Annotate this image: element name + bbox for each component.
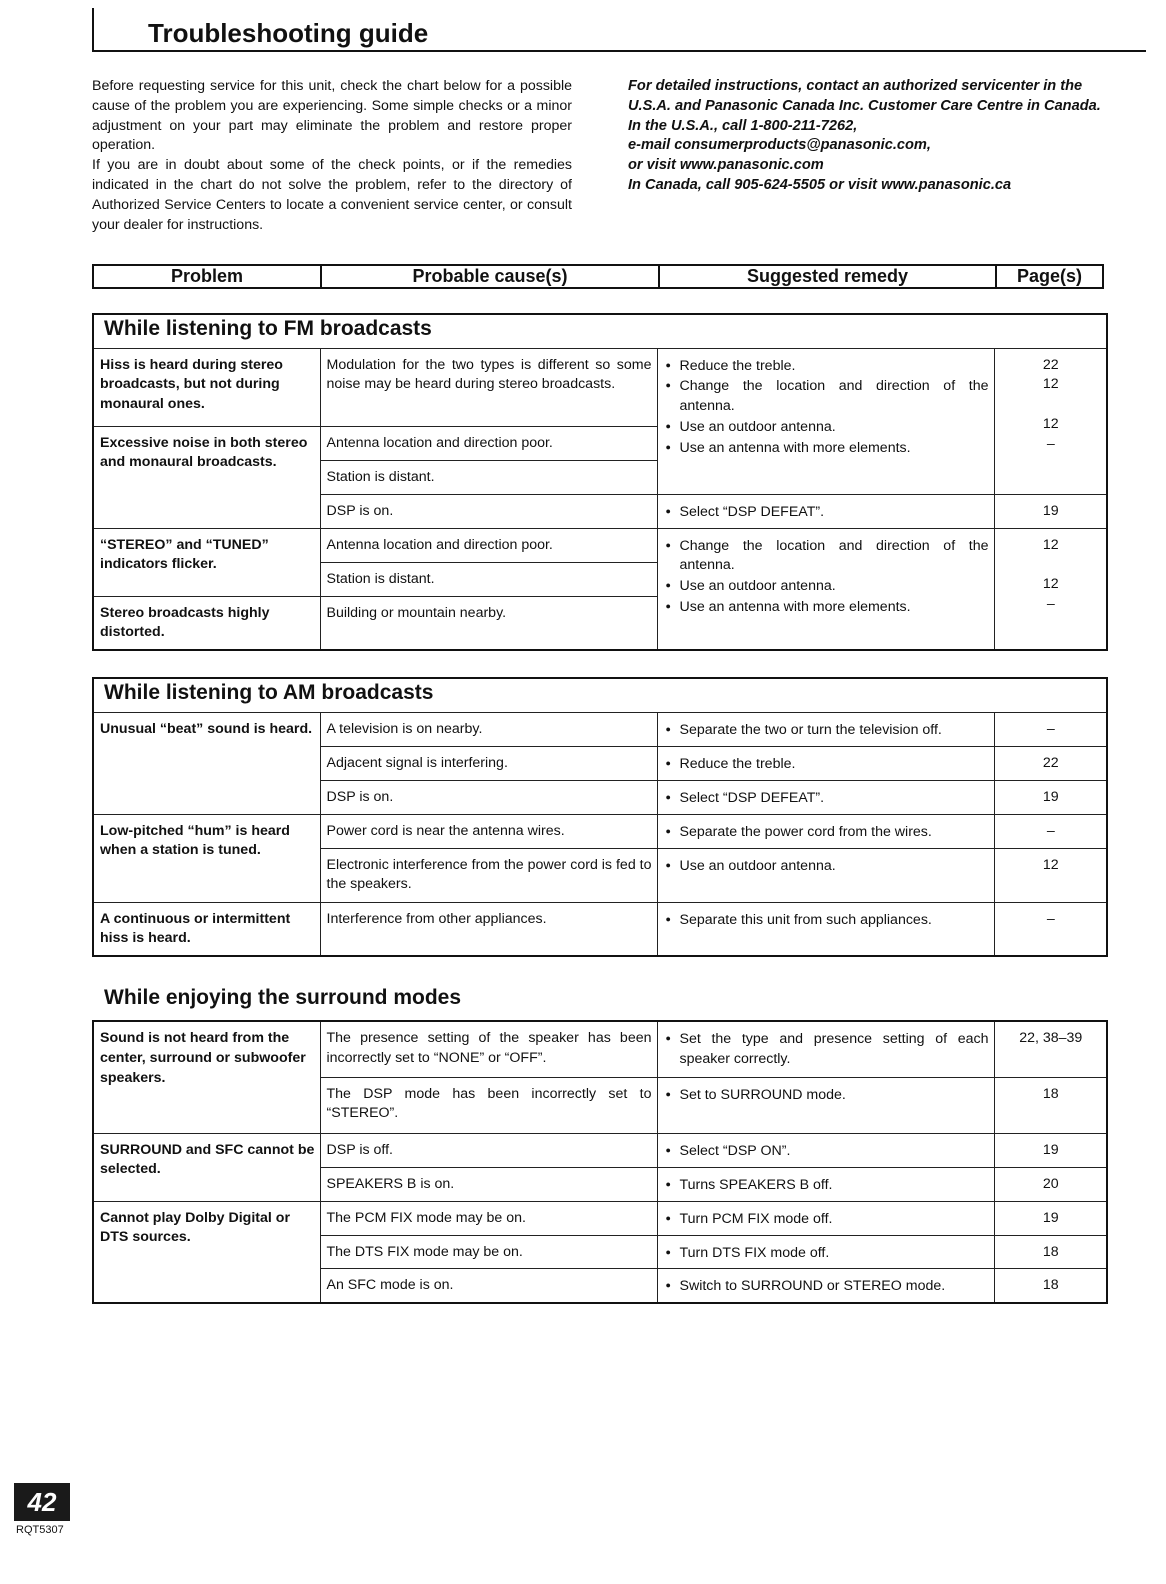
table-row	[93, 1133, 1107, 1167]
remedy-item: ● Use an outdoor antenna.	[666, 417, 989, 438]
problem-cell: “STEREO” and “TUNED” indicators flicker.	[93, 528, 320, 596]
fm-section-title: While listening to FM broadcasts	[93, 314, 1107, 348]
remedy-item: ● Select “DSP ON”.	[666, 1141, 989, 1162]
remedy-item: ● Turns SPEAKERS B off.	[666, 1175, 989, 1196]
cause-cell: An SFC mode is on.	[320, 1269, 657, 1303]
table-row	[93, 902, 1107, 956]
cause-cell: DSP is on.	[320, 494, 657, 528]
remedy-cell	[657, 746, 994, 780]
pages-cell: –	[994, 814, 1107, 848]
remedy-item: ● Use an antenna with more elements.	[666, 438, 989, 459]
cause-cell	[320, 1021, 657, 1077]
remedy-cell	[657, 1269, 994, 1303]
pages-cell: 19	[994, 780, 1107, 814]
cause-text: Electronic interference from the power cord is fed to the speakers.	[326, 856, 652, 893]
page-ref: 12	[1042, 415, 1059, 432]
remedy-cell	[657, 780, 994, 814]
remedy-item: ● Use an outdoor antenna.	[666, 576, 989, 597]
remedy-cell	[657, 814, 994, 848]
cause-cell: Adjacent signal is interfering.	[320, 746, 657, 780]
remedy-cell	[657, 1201, 994, 1235]
pages-cell: –	[994, 712, 1107, 746]
page-ref: –	[1046, 595, 1055, 612]
surround-troubleshooting-table	[92, 1020, 1108, 1304]
remedy-item: ● Separate this unit from such appliances.	[666, 910, 989, 931]
intro-instructions	[92, 77, 572, 235]
header-cause: Probable cause(s)	[320, 266, 658, 287]
contact-intro: For detailed instructions, contact an authorized servicenter in the U.S.A. and Panasonic Canada Inc. Customer Care Centre in Canada.	[628, 78, 1101, 114]
remedy-item: ● Set the type and presence setting of each speaker correctly.	[666, 1029, 989, 1070]
table-row	[93, 712, 1107, 746]
remedy-item: ● Select “DSP DEFEAT”.	[666, 502, 989, 523]
page-ref: 12	[1042, 576, 1059, 593]
problem-cell: Cannot play Dolby Digital or DTS sources.	[93, 1201, 320, 1303]
remedy-item: ● Select “DSP DEFEAT”.	[666, 788, 989, 809]
page-ref: 12	[1042, 536, 1059, 553]
remedy-cell	[657, 1077, 994, 1133]
cause-cell: Station is distant.	[320, 460, 657, 494]
remedy-item: ● Separate the power cord from the wires.	[666, 822, 989, 843]
remedy-cell	[657, 848, 994, 902]
problem-cell: Sound is not heard from the center, surround or subwoofer speakers.	[93, 1021, 320, 1133]
page-ref: –	[1046, 435, 1055, 452]
cause-cell: SPEAKERS B is on.	[320, 1167, 657, 1201]
intro-paragraph: If you are in doubt about some of the check points, or if the remedies indicated in the chart do not solve the problem, refer to the directory of Authorized Service Centers to locate a convenient service center, or consult your dealer for instructions.	[92, 157, 572, 233]
am-section-title: While listening to AM broadcasts	[93, 678, 1107, 712]
pages-cell: 18	[994, 1269, 1107, 1303]
header-problem: Problem	[170, 266, 244, 286]
pages-cell	[994, 348, 1107, 494]
remedy-item: ● Reduce the treble.	[666, 356, 989, 377]
cause-cell: DSP is on.	[320, 780, 657, 814]
table-row	[93, 1021, 1107, 1077]
pages-cell: 20	[994, 1167, 1107, 1201]
document-code: RQT5307	[16, 1524, 64, 1536]
cause-text: Modulation for the two types is different so some noise may be heard during stereo broadcasts.	[326, 356, 652, 393]
table-row	[93, 1201, 1107, 1235]
cause-cell: Antenna location and direction poor.	[320, 528, 657, 562]
pages-cell: 22	[994, 746, 1107, 780]
contact-canada: In Canada, call 905-624-5505 or visit www.panasonic.ca	[628, 176, 1012, 193]
contact-email: e-mail consumerproducts@panasonic.com,	[628, 137, 931, 154]
remedy-item: ● Use an antenna with more elements.	[666, 597, 989, 618]
cause-cell	[320, 1077, 657, 1133]
remedy-cell	[657, 1133, 994, 1167]
cause-cell: DSP is off.	[320, 1133, 657, 1167]
pages-cell: –	[994, 902, 1107, 956]
remedy-cell	[657, 902, 994, 956]
problem-cell: Hiss is heard during stereo broadcasts, but not during monaural ones.	[93, 348, 320, 426]
remedy-item: ● Turn DTS FIX mode off.	[666, 1243, 989, 1264]
pages-cell: 18	[994, 1077, 1107, 1133]
contact-usa-phone: In the U.S.A., call 1-800-211-7262,	[628, 117, 858, 134]
surround-section-title: While enjoying the surround modes	[104, 986, 462, 1009]
cause-cell	[320, 348, 657, 426]
cause-text: The DSP mode has been incorrectly set to “STEREO”.	[326, 1085, 652, 1122]
pages-cell: 19	[994, 1201, 1107, 1235]
pages-cell	[994, 528, 1107, 650]
cause-cell: Interference from other appliances.	[320, 902, 657, 956]
problem-cell: Low-pitched “hum” is heard when a station is tuned.	[93, 814, 320, 902]
problem-cell: Unusual “beat” sound is heard.	[93, 712, 320, 814]
remedy-cell	[657, 1167, 994, 1201]
intro-paragraph: Before requesting service for this unit, check the chart below for a possible cause of the problem you are experiencing. Some simple checks or a minor adjustment on your part may eliminate the problem and restore proper operation.	[92, 78, 572, 154]
table-row	[93, 348, 1107, 426]
remedy-item: ● Reduce the treble.	[666, 754, 989, 775]
pages-cell: 19	[994, 1133, 1107, 1167]
problem-cell: Stereo broadcasts highly distorted.	[93, 596, 320, 650]
cause-cell: Antenna location and direction poor.	[320, 426, 657, 460]
page-title: Troubleshooting guide	[148, 18, 429, 48]
header-remedy: Suggested remedy	[658, 266, 995, 287]
column-header-bar	[92, 264, 1104, 289]
remedy-cell	[657, 1235, 994, 1269]
table-row	[93, 814, 1107, 848]
page-ref: 22	[1042, 356, 1059, 373]
header-pages: Page(s)	[995, 266, 1102, 287]
problem-cell: SURROUND and SFC cannot be selected.	[93, 1133, 320, 1201]
cause-cell: A television is on nearby.	[320, 712, 657, 746]
remedy-item: ● Change the location and direction of the antenna.	[666, 376, 989, 417]
cause-cell: Power cord is near the antenna wires.	[320, 814, 657, 848]
page-ref: 12	[1042, 376, 1059, 393]
pages-cell: 22, 38–39	[994, 1021, 1107, 1077]
fm-troubleshooting-table	[92, 313, 1108, 651]
remedy-item: ● Turn PCM FIX mode off.	[666, 1209, 989, 1230]
remedy-item: ● Switch to SURROUND or STEREO mode.	[666, 1276, 989, 1297]
pages-cell: 19	[994, 494, 1107, 528]
cause-cell: Building or mountain nearby.	[320, 596, 657, 650]
remedy-item: ● Separate the two or turn the television off.	[666, 720, 989, 741]
remedy-item: ● Change the location and direction of the antenna.	[666, 536, 989, 577]
title-rule-vertical	[92, 8, 94, 52]
remedy-cell	[657, 494, 994, 528]
remedy-cell	[657, 1021, 994, 1077]
cause-cell: Station is distant.	[320, 562, 657, 596]
cause-text: The presence setting of the speaker has been incorrectly set to “NONE” or “OFF”.	[326, 1030, 652, 1066]
cause-cell	[320, 848, 657, 902]
cause-cell: The DTS FIX mode may be on.	[320, 1235, 657, 1269]
pages-cell: 18	[994, 1235, 1107, 1269]
remedy-cell	[657, 712, 994, 746]
remedy-cell	[657, 528, 994, 650]
table-row	[93, 528, 1107, 562]
problem-cell: Excessive noise in both stereo and monaural broadcasts.	[93, 426, 320, 528]
remedy-item: ● Set to SURROUND mode.	[666, 1085, 989, 1106]
problem-cell: A continuous or intermittent hiss is heard.	[93, 902, 320, 956]
am-troubleshooting-table	[92, 677, 1108, 957]
contact-info	[628, 77, 1108, 196]
remedy-cell	[657, 348, 994, 494]
title-rule-horizontal	[92, 50, 1146, 52]
cause-cell: The PCM FIX mode may be on.	[320, 1201, 657, 1235]
remedy-item: ● Use an outdoor antenna.	[666, 856, 989, 877]
page-number: 42	[14, 1483, 70, 1521]
pages-cell: 12	[994, 848, 1107, 902]
contact-website: or visit www.panasonic.com	[628, 157, 824, 174]
